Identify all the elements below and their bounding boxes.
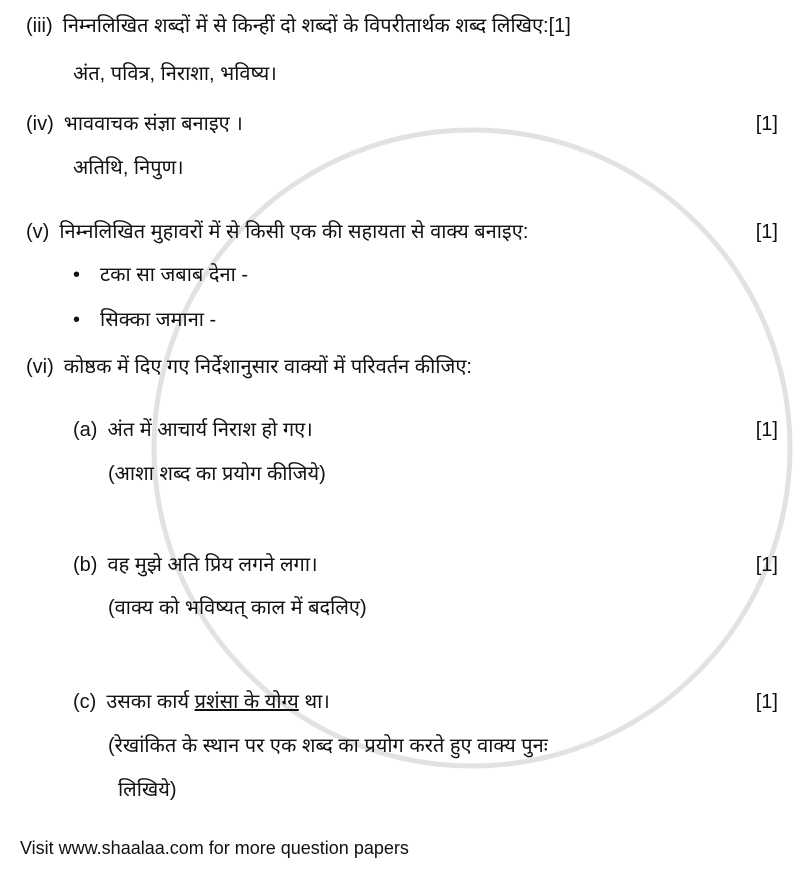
question-line (73, 417, 740, 443)
question-number: (vi) (26, 356, 54, 378)
bullet-text: टका सा जबाब देना - (100, 264, 248, 286)
question-line (26, 354, 778, 380)
question-line (26, 219, 740, 245)
question-v (26, 219, 778, 245)
bullet-text: सिक्का जमाना - (100, 309, 217, 331)
question-text: वह मुझे अति प्रिय लगने लगा। (107, 554, 318, 576)
hint-text: (आशा शब्द का प्रयोग कीजिये) (108, 463, 326, 485)
marks: [1] (755, 554, 778, 576)
question-text: अंत में आचार्य निराश हो गए। (107, 419, 313, 441)
question-text: भाववाचक संज्ञा बनाइए । (63, 113, 243, 135)
underlined-text: प्रशंसा के योग्य (194, 691, 299, 713)
question-iv-words (26, 155, 778, 181)
marks: [1] (755, 691, 778, 713)
question-iii (26, 13, 778, 39)
hint-text: (रेखांकित के स्थान पर एक शब्द का प्रयोग करते हुए वाक्य पुनः (108, 735, 548, 757)
bullet-icon: • (73, 309, 81, 331)
marks: [1] (755, 113, 778, 135)
marks: [1] (755, 221, 778, 243)
question-iii-words (26, 61, 778, 87)
hint-text: (वाक्य को भविष्यत् काल में बदलिए) (108, 597, 367, 619)
question-line (26, 13, 778, 39)
question-number: (a) (73, 419, 98, 441)
subquestion-b-hint (26, 595, 778, 621)
question-line (26, 111, 740, 137)
question-text: निम्नलिखित शब्दों में से किन्हीं दो शब्दों के विपरीतार्थक शब्द लिखिए:[1] (62, 15, 571, 37)
question-text: था। (304, 691, 330, 713)
word-list: अतिथि, निपुण। (73, 157, 184, 179)
subquestion-c-hint (26, 733, 778, 759)
footer-link[interactable]: Visit www.shaalaa.com for more question papers (20, 838, 409, 858)
subquestion-a-hint (26, 461, 778, 487)
question-vi (26, 354, 778, 380)
bullet-line (73, 262, 778, 288)
subquestion-c-hint-cont (26, 777, 778, 803)
bullet-item (26, 262, 778, 288)
question-text: कोष्ठक में दिए गए निर्देशानुसार वाक्यों में परिवर्तन कीजिए: (63, 356, 472, 378)
subquestion-a (26, 417, 778, 443)
subquestion-b (26, 552, 778, 578)
bullet-line (73, 307, 778, 333)
bullet-icon: • (73, 264, 81, 286)
marks: [1] (755, 419, 778, 441)
subquestion-c (26, 689, 778, 715)
question-number: (iv) (26, 113, 54, 135)
question-line (73, 552, 740, 578)
question-number: (iii) (26, 15, 53, 37)
question-text: निम्नलिखित मुहावरों में से किसी एक की सहायता से वाक्य बनाइए: (59, 221, 529, 243)
word-list: अंत, पवित्र, निराशा, भविष्य। (73, 63, 277, 85)
question-number: (c) (73, 691, 97, 713)
question-iv (26, 111, 778, 137)
bullet-item (26, 307, 778, 333)
question-number: (b) (73, 554, 98, 576)
hint-text: लिखिये) (118, 779, 177, 801)
question-number: (v) (26, 221, 50, 243)
question-text: उसका कार्य (106, 691, 190, 713)
question-line (73, 689, 740, 715)
